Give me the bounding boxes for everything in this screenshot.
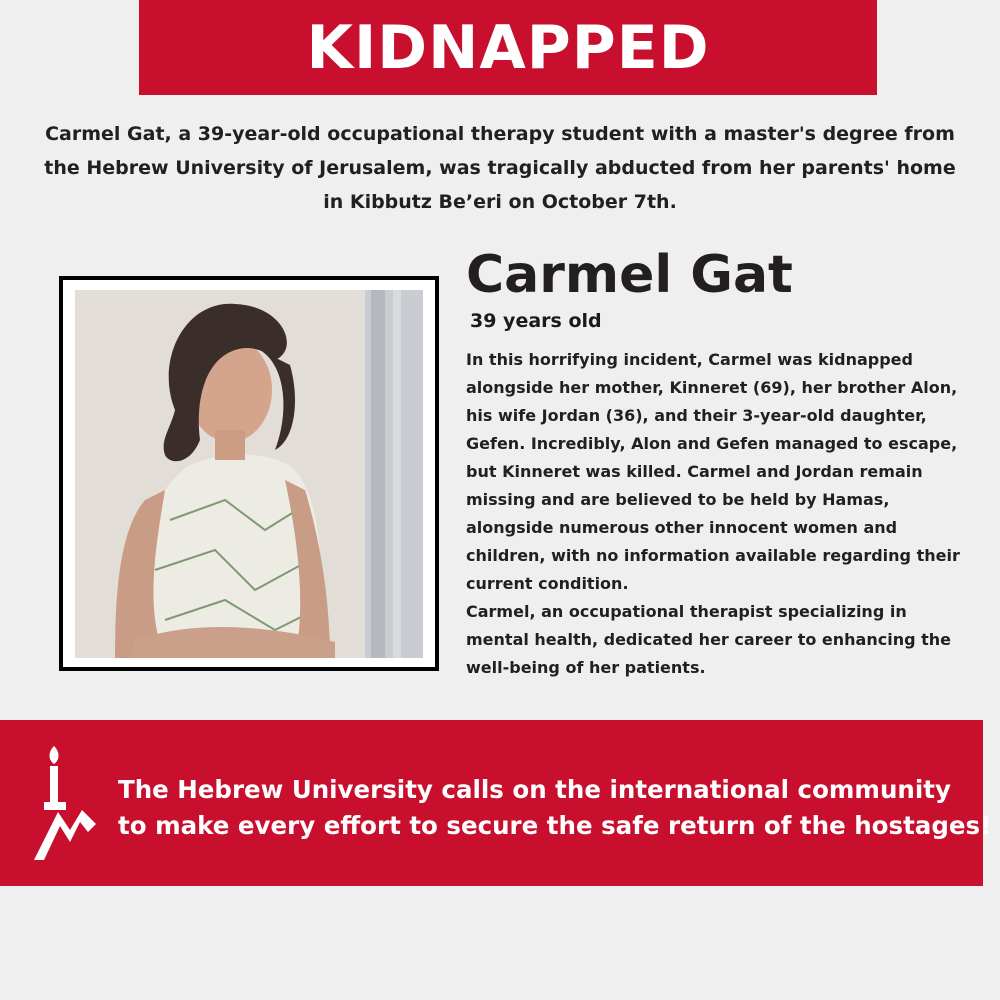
cta-line-1: The Hebrew University calls on the international community [118,775,951,804]
hostage-bio [466,346,966,682]
portrait-frame [59,276,439,671]
cta-text [118,772,992,844]
call-to-action-banner [0,720,992,886]
hebrew-university-logo-icon [30,742,102,860]
portrait-photo [75,290,423,658]
bio-paragraph-incident: In this horrifying incident, Carmel was kidnapped alongside her mother, Kinneret (69), her brother Alon, his wife Jordan (36), and their 3-year-old daughter, Gefen. Incredibly, Alon and Gefen managed to escape, but Kinneret was killed. Carmel and Jordan remain missing and are believed to be held by Hamas, alongside numerous other innocent women and children, with no information available regarding their current condition. [466,350,960,593]
cta-line-2: to make every effort to secure the safe return of the hostages! [118,811,992,840]
hostage-age: 39 years old [470,310,602,332]
banner-title: KIDNAPPED [306,12,710,83]
intro-text: Carmel Gat, a 39-year-old occupational therapy student with a master's degree from the Hebrew University of Jerusalem, was tragically abducted from her parents' home in Kibbutz Be’eri on October 7th. [44,123,956,213]
bio-paragraph-career: Carmel, an occupational therapist specializing in mental health, dedicated her career to enhancing the well-being of her patients. [466,602,952,677]
hostage-name: Carmel Gat [466,245,793,305]
portrait-illustration [75,290,423,658]
kidnapped-banner [139,0,877,95]
